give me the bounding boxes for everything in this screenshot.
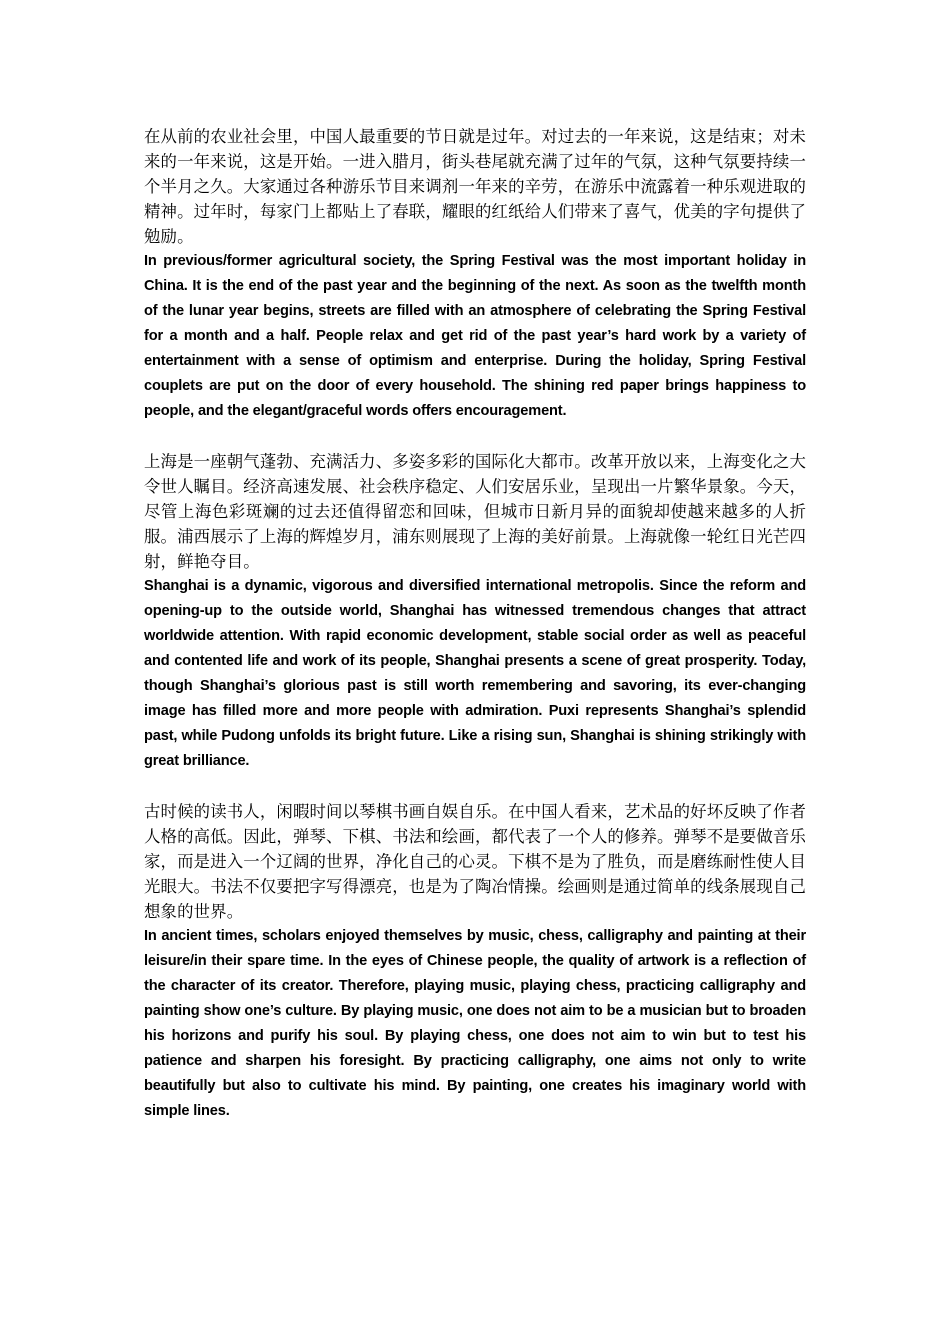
english-paragraph: Shanghai is a dynamic, vigorous and diversified international metropolis. Since the reform and opening-up to the outside world, Shanghai has witnessed tremendous changes that attract worldwide attention. With rapid economic development, stable social order as well as peaceful and contented life and work of its people, Shanghai presents a scene of great prosperity. Today, though Shanghai’s glorious past is still worth remembering and savoring, its ever-changing image has filled more and more people with admiration. Puxi represents Shanghai’s splendid past, while Pudong unfolds its bright future. Like a rising sun, Shanghai is shining strikingly with great brilliance.: [144, 578, 806, 769]
english-paragraph: In previous/former agricultural society, the Spring Festival was the most important holiday in China. It is the end of the past year and the beginning of the next. As soon as the twelfth month of the lunar year begins, streets are filled with an atmosphere of celebrating the Spring Festival for a month and a half. People relax and get rid of the past year’s hard work by a variety of entertainment with a sense of optimism and enterprise. During the holiday, Spring Festival couplets are put on the door of every household. The shining red paper brings happiness to people, and the elegant/graceful words offers encouragement.: [144, 253, 806, 419]
document-page: [144, 124, 806, 1149]
passage-scholars-arts: [144, 799, 806, 1124]
chinese-paragraph: 在从前的农业社会里，中国人最重要的节日就是过年。对过去的一年来说，这是结束；对未来的一年来说，这是开始。一进入腊月，街头巷尾就充满了过年的气氛，这种气氛要持续一个半月之久。大家通过各种游乐节目来调剂一年来的辛劳，在游乐中流露着一种乐观进取的精神。过年时，每家门上都贴上了春联，耀眼的红纸给人们带来了喜气，优美的字句提供了勉励。: [144, 127, 806, 246]
chinese-paragraph: 上海是一座朝气蓬勃、充满活力、多姿多彩的国际化大都市。改革开放以来，上海变化之大令世人瞩目。经济高速发展、社会秩序稳定、人们安居乐业，呈现出一片繁华景象。今天，尽管上海色彩斑斓的过去还值得留恋和回味，但城市日新月异的面貌却使越来越多的人折服。浦西展示了上海的辉煌岁月，浦东则展现了上海的美好前景。上海就像一轮红日光芒四射，鲜艳夺目。: [144, 452, 806, 571]
english-paragraph: In ancient times, scholars enjoyed themselves by music, chess, calligraphy and painting at their leisure/in their spare time. In the eyes of Chinese people, the quality of artwork is a reflection of the character of its creator. Therefore, playing music, playing chess, practicing calligraphy and painting show one’s culture. By playing music, one does not aim to be a musician but to broaden his horizons and purify his soul. By playing chess, one does not aim to win but to test his patience and sharpen his foresight. By practicing calligraphy, one aims not only to write beautifully but also to cultivate his mind. By painting, one creates his imaginary world with simple lines.: [144, 928, 806, 1119]
chinese-paragraph: 古时候的读书人，闲暇时间以琴棋书画自娱自乐。在中国人看来，艺术品的好坏反映了作者人格的高低。因此，弹琴、下棋、书法和绘画，都代表了一个人的修养。弹琴不是要做音乐家，而是进入一个辽阔的世界，净化自己的心灵。下棋不是为了胜负，而是磨练耐性使人目光眼大。书法不仅要把字写得漂亮，也是为了陶冶情操。绘画则是通过简单的线条展现自己想象的世界。: [144, 802, 806, 921]
passage-spring-festival: [144, 124, 806, 424]
passage-shanghai: [144, 449, 806, 774]
